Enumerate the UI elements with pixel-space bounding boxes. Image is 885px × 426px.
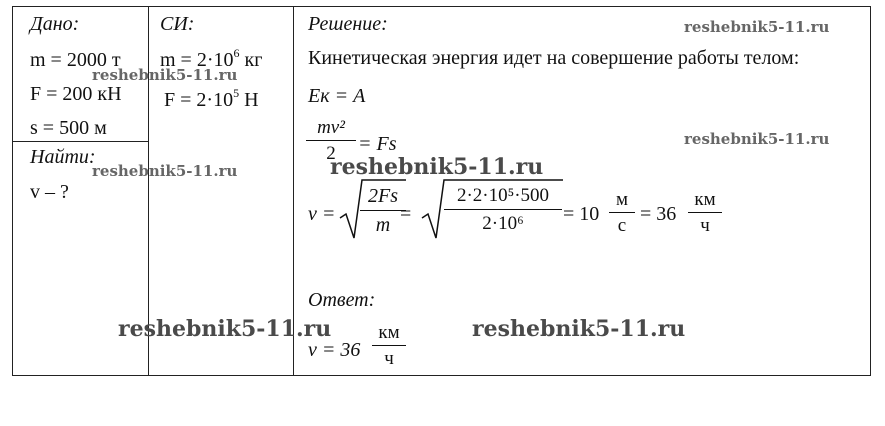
find-heading: Найти:: [30, 146, 96, 168]
given-force: F = 200 кН: [30, 83, 122, 105]
watermark: reshebnik5-11.ru: [330, 154, 544, 180]
si-force: $F = 2\cdot 10^5$ Н: [164, 86, 259, 111]
velocity-lhs: v =: [308, 203, 336, 225]
answer-unit: км ч: [372, 323, 406, 368]
watermark: reshebnik5-11.ru: [684, 18, 830, 36]
fraction-2fs-m: 2Fs m: [360, 186, 406, 235]
watermark: reshebnik5-11.ru: [92, 162, 238, 180]
result-36: = 36: [640, 203, 677, 225]
watermark: reshebnik5-11.ru: [92, 66, 238, 84]
solution-heading: Решение:: [308, 13, 388, 35]
watermark: reshebnik5-11.ru: [684, 130, 830, 148]
given-distance: s = 500 м: [30, 117, 107, 139]
equation-rhs-fs: = Fs: [358, 133, 397, 155]
find-item: v – ?: [30, 181, 69, 203]
si-mass: $m = 2\cdot 10^6$ кг: [160, 46, 263, 71]
row-divider-find: [13, 141, 148, 142]
unit-m-per-s: м с: [609, 190, 635, 235]
fraction-numeric: 2·2·10⁵·500 2·10⁶: [444, 186, 562, 233]
answer-value: v = 36: [308, 339, 361, 361]
result-10: = 10: [563, 203, 600, 225]
watermark: reshebnik5-11.ru: [118, 316, 332, 342]
given-mass: m = 2000 т: [30, 49, 121, 71]
answer-heading: Ответ:: [308, 289, 376, 311]
fraction-kinetic-energy: mv² 2: [306, 118, 356, 163]
equals-sign-1: =: [400, 203, 412, 225]
watermark: reshebnik5-11.ru: [472, 316, 686, 342]
si-heading: СИ:: [160, 13, 195, 35]
solution-text: Кинетическая энергия идет на совершение работы телом:: [308, 47, 800, 69]
equation-energy-work: Eк = A: [308, 85, 366, 107]
unit-km-per-h: км ч: [688, 190, 722, 235]
given-heading: Дано:: [30, 13, 80, 35]
